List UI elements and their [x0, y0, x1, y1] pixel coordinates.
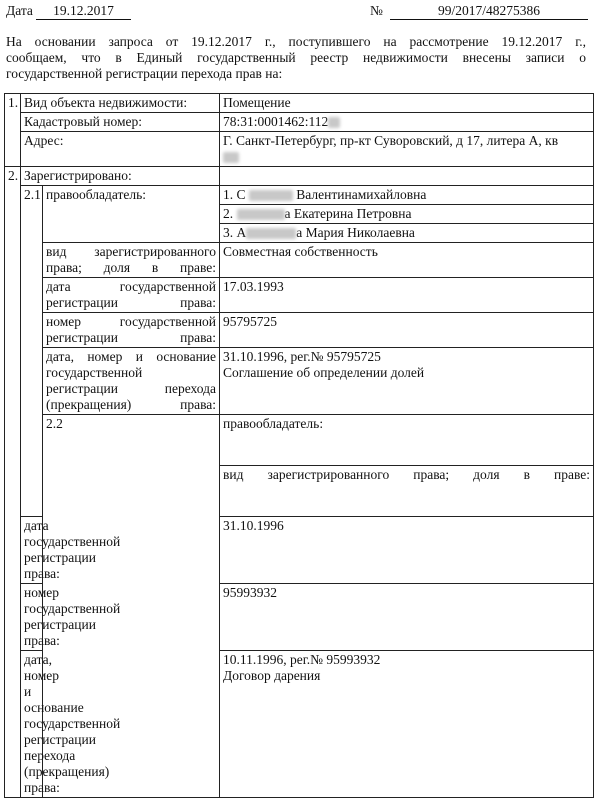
table-row	[5, 132, 594, 167]
basis-label-2-2: дата, номер и основание государственной регистрации перехода (прекращения) права:	[21, 651, 43, 798]
registered-title: Зарегистрировано:	[21, 167, 220, 186]
cadastral-value: 78:31:0001462:112	[223, 114, 329, 129]
registry-table	[4, 93, 594, 798]
holder-1: 1. С Валентинамихайловна	[220, 186, 594, 205]
holder-label-2-2: правообладатель:	[220, 415, 594, 466]
cadastral-cell	[220, 113, 594, 132]
redaction-mark	[328, 117, 340, 128]
redaction-mark	[237, 209, 285, 220]
basis-label-2-1: дата, номер и основание государственной регистрации перехода (прекращения) права:	[43, 348, 220, 415]
reg-number-label-2-2: номер государственной регистрации права:	[21, 584, 43, 651]
basis-cell-2-2	[220, 651, 594, 798]
object-type-label: Вид объекта недвижимости:	[21, 94, 220, 113]
holder-2: 2. а Екатерина Петровна	[220, 205, 594, 224]
reg-date-label-2-1: дата государственной регистрации права:	[43, 278, 220, 313]
reg-number-value-2-2: 95993932	[220, 584, 594, 651]
address-label: Адрес:	[21, 132, 220, 167]
table-row	[5, 243, 594, 278]
intro-line-3: государственной регистрации перехода прав на:	[6, 66, 283, 81]
address-cell	[220, 132, 594, 167]
table-row	[5, 167, 594, 186]
section-2-number: 2.	[5, 167, 21, 798]
address-value: Г. Санкт-Петербург, пр-кт Суворовский, д 17, литера А, кв	[223, 133, 559, 148]
number-label: №	[370, 3, 383, 18]
redaction-mark	[246, 228, 296, 239]
intro-line-2: сообщаем, что в Единый государственный реестр недвижимости внесены записи о	[6, 50, 586, 65]
table-row	[5, 348, 594, 415]
intro-paragraph	[6, 34, 586, 82]
basis-value-2-2: 10.11.1996, рег.№ 95993932	[223, 652, 381, 667]
basis-doc-2-1: Соглашение об определении долей	[223, 365, 425, 380]
redaction-mark	[249, 190, 293, 201]
holder-3: 3. А а Мария Николаевна	[220, 224, 594, 243]
table-row	[5, 186, 594, 205]
basis-value-2-1: 31.10.1996, рег.№ 95795725	[223, 349, 381, 364]
reg-number-label-2-1: номер государственной регистрации права:	[43, 313, 220, 348]
table-row	[5, 278, 594, 313]
document-header	[6, 3, 592, 21]
reg-date-value-2-2: 31.10.1996	[220, 517, 594, 584]
table-row	[5, 415, 594, 466]
object-type-value: Помещение	[220, 94, 594, 113]
cadastral-label: Кадастровый номер:	[21, 113, 220, 132]
right-type-value-2-1: Совместная собственность	[220, 243, 594, 278]
holder-label-2-1: правообладатель:	[43, 186, 220, 243]
right-type-label-2-1: вид зарегистрированного права; доля в праве:	[43, 243, 220, 278]
table-row	[5, 94, 594, 113]
reg-number-value-2-1: 95795725	[220, 313, 594, 348]
redaction-mark	[223, 152, 239, 163]
right-type-label-2-2: вид зарегистрированного права; доля в праве:	[220, 466, 594, 517]
number-value: 99/2017/48275386	[390, 3, 588, 20]
reg-date-value-2-1: 17.03.1993	[220, 278, 594, 313]
basis-cell-2-1	[220, 348, 594, 415]
subsection-2-1-number: 2.1	[21, 186, 43, 517]
basis-doc-2-2: Договор дарения	[223, 668, 321, 683]
section-1-number: 1.	[5, 94, 21, 167]
intro-line-1: На основании запроса от 19.12.2017 г., поступившего на рассмотрение 19.12.2017 г.,	[6, 34, 586, 49]
date-label: Дата	[6, 3, 33, 18]
table-row	[5, 313, 594, 348]
reg-date-label-2-2: дата государственной регистрации права:	[21, 517, 43, 584]
table-row	[5, 113, 594, 132]
subsection-2-2-number: 2.2	[43, 415, 220, 798]
date-value: 19.12.2017	[36, 3, 131, 20]
